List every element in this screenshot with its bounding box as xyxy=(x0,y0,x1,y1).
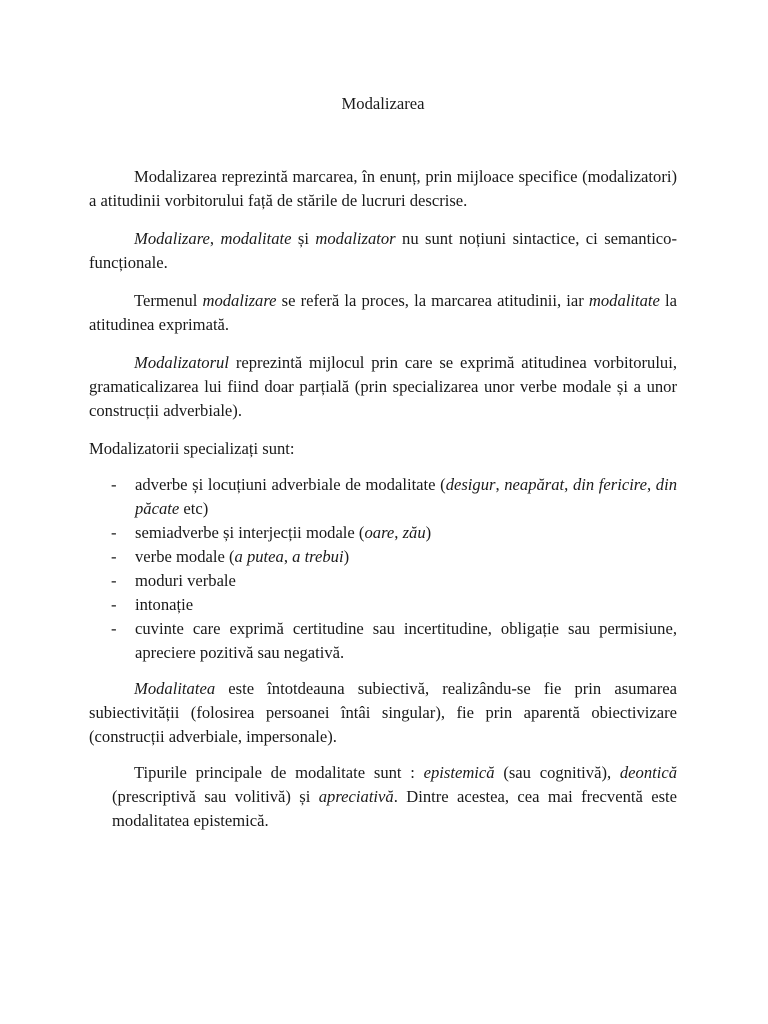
term-modalizatorul: Modalizatorul xyxy=(134,353,229,372)
separator-text: , xyxy=(209,229,221,248)
paragraph-notions-rest: nu sunt noțiuni sintactice, ci semantico-funcționale. xyxy=(89,229,677,272)
list-bullet: - xyxy=(111,619,117,638)
list-item: - adverbe și locuțiuni adverbiale de modalitate (desigur, neapărat, din fericire, din păcate etc) xyxy=(111,475,678,518)
paragraph-modalizator xyxy=(89,351,677,423)
list-item: - moduri verbale xyxy=(135,569,677,593)
paragraph-types: Tipurile principale de modalitate sunt : epistemică (sau cognitivă), deontică (prescriptivă sau volitivă) și apreciativă. Dintre acestea, cea mai frecventă este modalitatea epistemică. xyxy=(112,763,678,830)
paragraph-modalitate xyxy=(89,677,677,749)
separator-text: și xyxy=(291,229,316,248)
term-modalizare: modalizare xyxy=(202,291,277,310)
list-item: - verbe modale (a putea, a trebui) xyxy=(135,545,677,569)
document-title: Modalizarea xyxy=(341,94,425,113)
list-bullet: - xyxy=(111,547,117,566)
paragraph-term xyxy=(89,289,677,337)
term-modalitate: modalitate xyxy=(220,229,292,248)
term-modalitatea: Modalitatea xyxy=(134,679,216,698)
list-bullet: - xyxy=(111,523,117,542)
modalizer-list xyxy=(89,473,677,665)
term-deontica: deontică xyxy=(619,763,677,782)
document-body xyxy=(89,165,677,833)
term-modalizare: Modalizare xyxy=(134,229,210,248)
paragraph-term-before: Termenul xyxy=(134,291,203,310)
list-item: - semiadverbe și interjecții modale (oare, zău) xyxy=(135,521,677,545)
list-item: - cuvinte care exprimă certitudine sau incertitudine, obligație sau permisiune, apreciere pozitivă sau negativă. xyxy=(111,619,677,662)
list-bullet: - xyxy=(111,571,117,590)
paragraph-notions xyxy=(89,227,677,275)
term-modalizator: modalizator xyxy=(315,229,396,248)
paragraph-definition xyxy=(89,165,677,213)
list-bullet: - xyxy=(111,475,117,494)
paragraph-modalitate-rest: este întotdeauna subiectivă, realizându-se fie prin asumarea subiectivității (folosirea persoanei întâi singular), fie prin aparentă obiectivizare (construcții adverbiale, impersonale). xyxy=(89,679,677,746)
list-bullet: - xyxy=(111,595,117,614)
term-apreciativa: apreciativă xyxy=(318,787,394,806)
list-item: - intonație xyxy=(135,593,677,617)
list-intro: Modalizatorii specializați sunt: xyxy=(89,439,295,458)
paragraph-modalizator-rest: reprezintă mijlocul prin care se exprimă atitudinea vorbitorului, gramaticalizarea lui fiind doar parțială (prin specializarea unor verbe modale și a unor construcții adverbiale). xyxy=(89,353,677,420)
paragraph-definition-text: Modalizarea reprezintă marcarea, în enunț, prin mijloace specifice (modalizatori) a atitudinii vorbitorului față de stările de lucruri descrise. xyxy=(89,167,677,210)
term-modalitate: modalitate xyxy=(588,291,660,310)
paragraph-term-middle: se referă la proces, la marcarea atitudinii, iar xyxy=(276,291,589,310)
term-epistemica: epistemică xyxy=(423,763,495,782)
paragraph-term-after: la atitudinea exprimată. xyxy=(89,291,677,334)
